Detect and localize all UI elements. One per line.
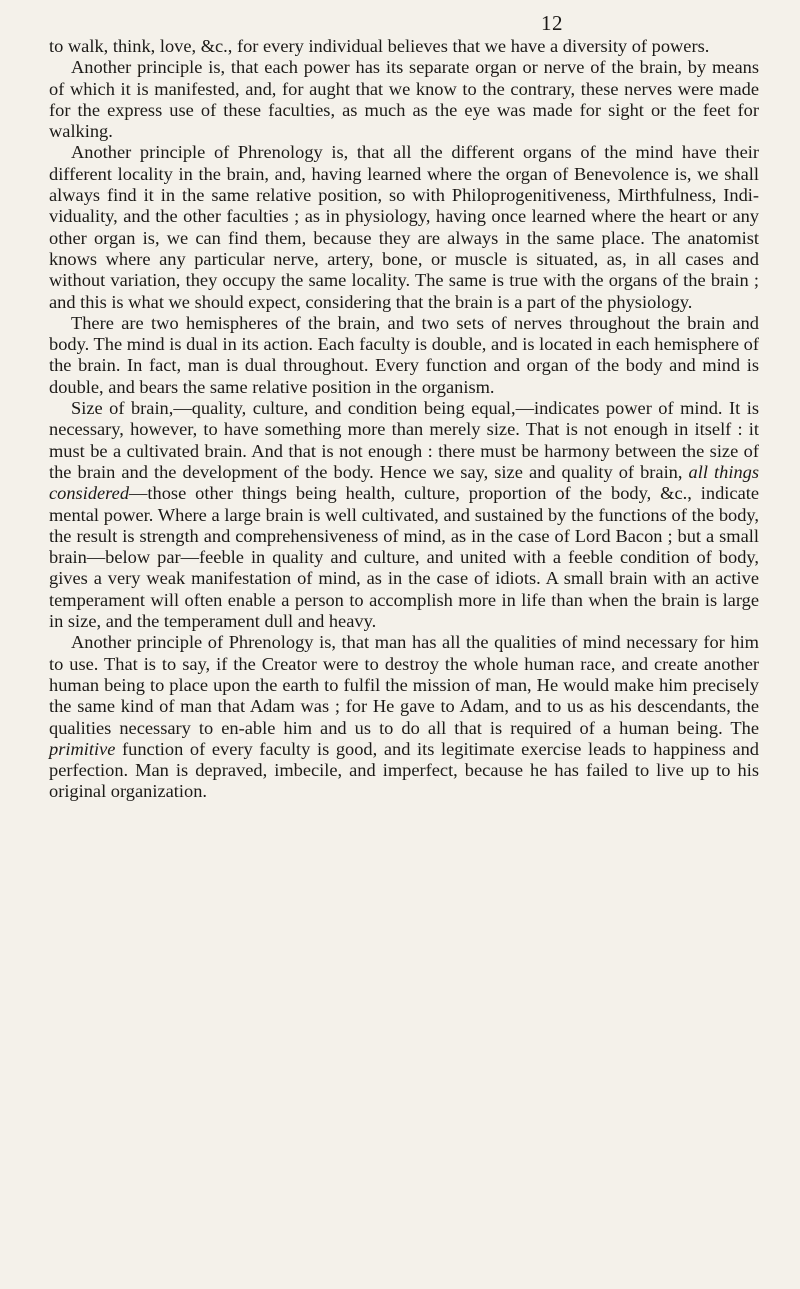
text-run: —those other things being health, culture, proportion of the body, &c., indicate mental power. Where a large brain is well cultivated, and sustained by the functions of the body, the result is strength and comprehensiveness of mind, as in the case of Lord Bacon ; but a small brain—below par—feeble in quality and culture, and united with a feeble condition of body, gives a very weak manifestation of mind, as in the case of idiots. A small brain with an active temperament will often enable a person to accomplish more in life than when the brain is large in size, and the temperament dull and heavy. <box>49 483 759 632</box>
paragraph <box>49 57 759 142</box>
body-text <box>49 36 759 803</box>
text-run: There are two hemispheres of the brain, and two sets of nerves throughout the brain and body. The mind is dual in its action. Each faculty is double, and is located in each hemisphere of the brain. In fact, man is dual throughout. Every function and organ of the body and mind is double, and bears the same relative position in the organism. <box>49 312 759 397</box>
text-run: Another principle of Phrenology is, that man has all the qualities of mind necessary for him to use. That is to say, if the Creator were to destroy the whole human race, and create another human being to place upon the earth to fulfil the mission of man, He would make him precisely the same kind of man that Adam was ; for He gave to Adam, and to us as his descendants, the qualities necessary to en-able him and us to do all that is required of a human being. The <box>49 632 759 738</box>
italic-text-run: primitive <box>49 738 116 759</box>
paragraph <box>49 398 759 632</box>
text-run: Another principle is, that each power has its separate organ or nerve of the brain, by means of which it is manifested, and, for aught that we know to the contrary, these nerves were made for the express use of these faculties, as much as the eye was made for sight or the feet for walking. <box>49 57 759 142</box>
text-run: to walk, think, love, &c., for every individual believes that we have a diversity of powers. <box>49 36 710 56</box>
italic-text-run: all things considered <box>49 461 759 504</box>
paragraph <box>49 142 759 312</box>
page-number: 12 <box>541 11 563 35</box>
paragraph <box>49 313 759 398</box>
text-run: Size of brain,—quality, culture, and condition being equal,—indicates power of mind. It is necessary, however, to have something more than merely size. That is not enough in itself : it must be a cultivated brain. And that is not enough : there must be harmony between the size of the brain and the development of the body. Hence we say, size and quality of brain, <box>49 398 759 482</box>
paragraph <box>49 632 759 802</box>
paragraph <box>49 36 759 57</box>
text-run: function of every faculty is good, and its legitimate exercise leads to happiness and perfection. Man is depraved, imbecile, and imperfect, because he has failed to live up to his original organization. <box>49 738 759 802</box>
text-run: Another principle of Phrenology is, that all the different organs of the mind have their different locality in the brain, and, having learned where the organ of Benevolence is, we shall always find it in the same relative position, so with Philoprogenitiveness, Mirthfulness, Indi-viduality, and the other faculties ; as in physiology, having once learned where the heart or any other organ is, we can find them, because they are always in the same place. The anatomist knows where any particular nerve, artery, bone, or muscle is situated, as, in all cases and without variation, they occupy the same locality. The same is true with the organs of the brain ; and this is what we should expect, considering that the brain is a part of the physiology. <box>49 142 759 312</box>
